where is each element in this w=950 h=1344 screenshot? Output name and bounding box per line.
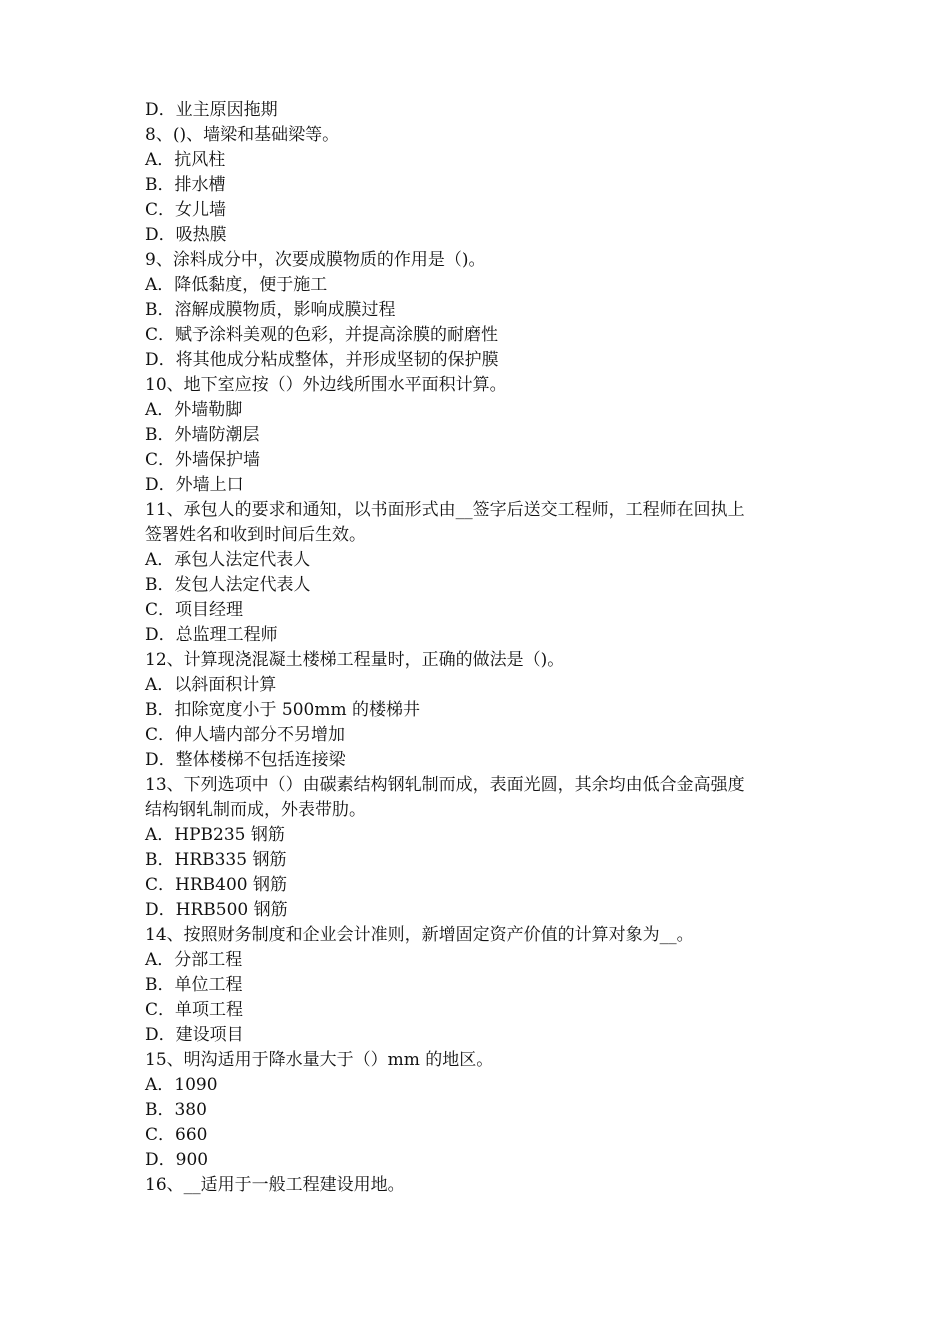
option-a: A．以斜面积计算 <box>145 675 277 695</box>
option-c: C．伸人墙内部分不另增加 <box>145 725 346 745</box>
option-b: B．溶解成膜物质，影响成膜过程 <box>145 300 396 320</box>
option-b: B．380 <box>145 1100 207 1120</box>
option-d: D．吸热膜 <box>145 225 227 245</box>
option-c: C．女儿墙 <box>145 200 227 220</box>
option-c: C．660 <box>145 1125 208 1145</box>
question-14: 14、按照财务制度和企业会计准则，新增固定资产价值的计算对象为__。 <box>145 925 694 945</box>
option-b: B．扣除宽度小于 500mm 的楼梯井 <box>145 700 420 720</box>
option-b: B．发包人法定代表人 <box>145 575 311 595</box>
option-d: D．整体楼梯不包括连接梁 <box>145 750 346 770</box>
option-b: B．HRB335 钢筋 <box>145 850 287 870</box>
question-10: 10、地下室应按（）外边线所围水平面积计算。 <box>145 375 507 395</box>
question-13-line-1: 13、下列选项中（）由碳素结构钢轧制而成，表面光圆，其余均由低合金高强度 <box>145 775 745 795</box>
option-c: C．单项工程 <box>145 1000 244 1020</box>
option-d: D．业主原因拖期 <box>145 100 278 120</box>
option-a: A．外墙勒脚 <box>145 400 243 420</box>
question-11-line-2: 签署姓名和收到时间后生效。 <box>145 525 366 545</box>
question-11-line-1: 11、承包人的要求和通知，以书面形式由__签字后送交工程师，工程师在回执上 <box>145 500 745 520</box>
option-c: C．赋予涂料美观的色彩，并提高涂膜的耐磨性 <box>145 325 499 345</box>
question-12: 12、计算现浇混凝土楼梯工程量时，正确的做法是（)。 <box>145 650 565 670</box>
option-d: D．900 <box>145 1150 209 1170</box>
option-d: D．HRB500 钢筋 <box>145 900 288 920</box>
option-a: A．抗风柱 <box>145 150 226 170</box>
option-a: A．1090 <box>145 1075 218 1095</box>
option-d: D．总监理工程师 <box>145 625 278 645</box>
question-16: 16、__适用于一般工程建设用地。 <box>145 1175 405 1195</box>
option-d: D．将其他成分粘成整体，并形成坚韧的保护膜 <box>145 350 499 370</box>
option-c: C．外墙保护墙 <box>145 450 261 470</box>
question-9: 9、涂料成分中，次要成膜物质的作用是（)。 <box>145 250 486 270</box>
document-page <box>145 98 825 1198</box>
option-b: B．单位工程 <box>145 975 243 995</box>
option-b: B．排水槽 <box>145 175 226 195</box>
option-d: D．外墙上口 <box>145 475 244 495</box>
question-15: 15、明沟适用于降水量大于（）mm 的地区。 <box>145 1050 494 1070</box>
option-a: A．HPB235 钢筋 <box>145 825 285 845</box>
option-c: C．HRB400 钢筋 <box>145 875 287 895</box>
option-b: B．外墙防潮层 <box>145 425 260 445</box>
option-a: A．降低黏度，便于施工 <box>145 275 328 295</box>
option-a: A．分部工程 <box>145 950 243 970</box>
option-a: A．承包人法定代表人 <box>145 550 311 570</box>
option-c: C．项目经理 <box>145 600 244 620</box>
question-8: 8、()、墙梁和基础梁等。 <box>145 125 340 145</box>
option-d: D．建设项目 <box>145 1025 244 1045</box>
question-13-line-2: 结构钢轧制而成，外表带肋。 <box>145 800 366 820</box>
